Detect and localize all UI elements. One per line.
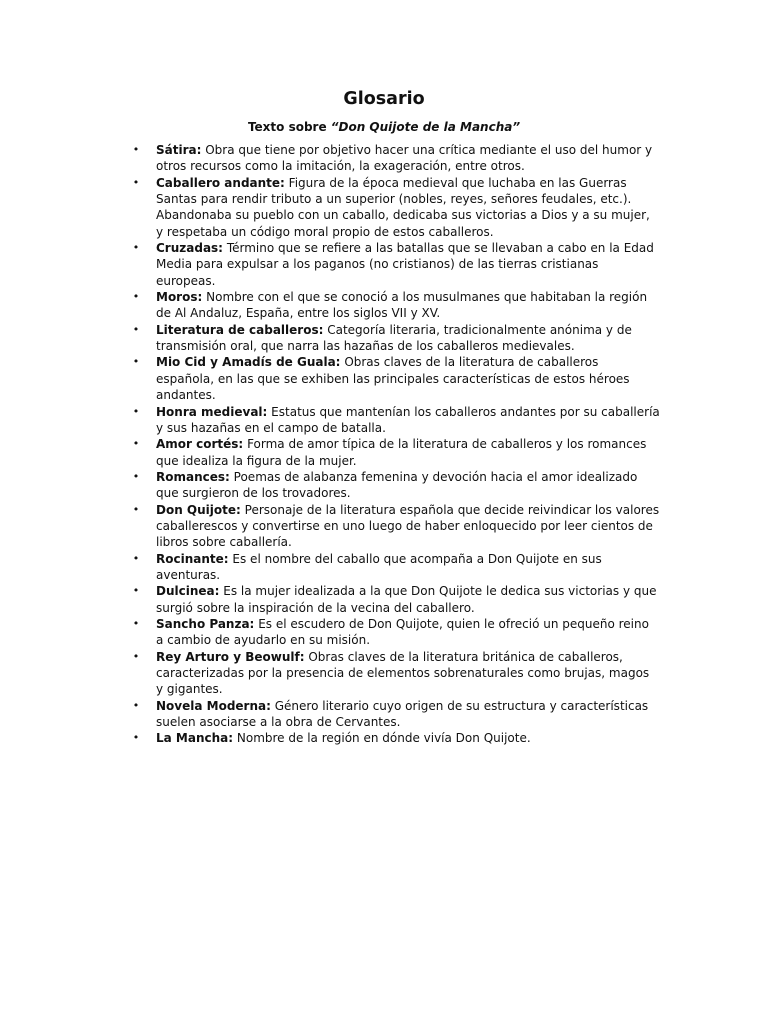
glossary-definition: Nombre con el que se conoció a los musulmanes que habitaban la región de Al Andaluz, España, entre los siglos VII y XV. — [156, 290, 648, 321]
glossary-definition: Personaje de la literatura española que decide reivindicar los valores caballerescos y convertirse en uno luego de haber enloquecido por leer cientos de libros sobre caballería. — [156, 502, 660, 550]
glossary-term: Sátira: — [156, 143, 202, 157]
glossary-definition: Categoría literaria, tradicionalmente anónima y de transmisión oral, que narra las hazañas de los caballeros medievales. — [156, 322, 632, 354]
glossary-term: Literatura de caballeros: — [156, 322, 324, 337]
glossary-definition: Es el nombre del caballo que acompaña a Don Quijote en sus aventuras. — [156, 551, 602, 582]
glossary-term: Sancho Panza: — [156, 616, 255, 631]
bullet-icon: • — [132, 355, 140, 369]
glossary-entry — [130, 142, 660, 175]
glossary-entry — [130, 698, 660, 731]
bullet-icon: • — [132, 584, 140, 598]
glossary-entry — [130, 322, 660, 355]
glossary-entry — [130, 583, 660, 616]
glossary-term: Dulcinea: — [156, 584, 220, 599]
glossary-definition: Obras claves de la literatura británica de caballeros, caracterizadas por la presencia de elementos sobrenaturales como brujas, magos y gigantes. — [156, 649, 650, 697]
bullet-icon: • — [132, 551, 140, 565]
glossary-definition: Nombre de la región en dónde vivía Don Quijote. — [236, 731, 531, 746]
glossary-definition: Obras claves de la literatura de caballeros española, en las que se exhiben las principales características de estos héroes andantes. — [156, 355, 630, 403]
glossary-term: Moros: — [156, 290, 203, 305]
page-subtitle — [0, 119, 768, 135]
bullet-icon: • — [132, 649, 140, 663]
glossary-entry — [130, 354, 660, 403]
glossary-term: Cruzadas: — [156, 241, 223, 256]
bullet-icon: • — [132, 143, 140, 156]
glossary-entry — [130, 289, 660, 322]
page-title: Glosario — [343, 89, 425, 109]
glossary-entry — [130, 730, 660, 746]
bullet-icon: • — [132, 731, 140, 745]
glossary-entry — [130, 616, 660, 649]
glossary-list — [130, 142, 660, 747]
bullet-icon: • — [132, 616, 140, 630]
glossary-term: Honra medieval: — [156, 404, 268, 419]
glossary-term: Romances: — [156, 469, 230, 484]
glossary-definition: Es el escudero de Don Quijote, quien le ofreció un pequeño reino a cambio de ayudarlo en su misión. — [156, 616, 649, 648]
bullet-icon: • — [132, 241, 140, 255]
glossary-term: Mio Cid y Amadís de Guala: — [156, 355, 341, 370]
glossary-term: Amor cortés: — [156, 437, 244, 452]
bullet-icon: • — [132, 469, 140, 483]
glossary-definition: Estatus que mantenían los caballeros andantes por su caballería y sus hazañas en el campo de batalla. — [156, 404, 660, 435]
glossary-entry — [130, 436, 660, 469]
bullet-icon: • — [132, 437, 140, 451]
subtitle-prefix: Texto sobre — [247, 120, 331, 134]
glossary-definition: Poemas de alabanza femenina y devoción hacia el amor idealizado que surgieron de los trovadores. — [156, 469, 638, 501]
glossary-definition: Es la mujer idealizada a la que Don Quijote le dedica sus victorias y que surgió sobre la inspiración de la vecina del caballero. — [156, 584, 657, 615]
glossary-term: Caballero andante: — [156, 175, 285, 190]
bullet-icon: • — [132, 322, 140, 336]
glossary-definition: Género literario cuyo origen de su estructura y características suelen asociarse a la obra de Cervantes. — [156, 698, 649, 730]
glossary-entry — [130, 469, 660, 502]
glossary-entry — [130, 502, 660, 551]
glossary-definition: Término que se refiere a las batallas que se llevaban a cabo en la Edad Media para expulsar a los paganos (no cristianos) de las tierras cristianas europeas. — [156, 241, 654, 288]
glossary-entry — [130, 404, 660, 437]
bullet-icon: • — [132, 290, 140, 304]
glossary-entry — [130, 175, 660, 240]
glossary-entry — [130, 240, 660, 289]
glossary-definition: Figura de la época medieval que luchaba en las Guerras Santas para rendir tributo a un superior (nobles, reyes, señores feudales, etc.). Abandonaba su pueblo con un caballo, dedicaba sus victorias a Dios y a su mujer, y respetaba un código moral propio de estos caballeros. — [156, 175, 650, 239]
bullet-icon: • — [132, 175, 140, 189]
subtitle-book-title: “Don Quijote de la Mancha” — [330, 120, 521, 134]
glossary-term: La Mancha: — [156, 731, 234, 746]
bullet-icon: • — [132, 502, 140, 516]
bullet-icon: • — [132, 698, 140, 712]
glossary-term: Don Quijote: — [156, 502, 241, 517]
glossary-entry — [130, 649, 660, 698]
glossary-term: Novela Moderna: — [156, 698, 271, 713]
bullet-icon: • — [132, 404, 140, 418]
glossary-term: Rocinante: — [156, 551, 229, 566]
glossary-entry — [130, 551, 660, 584]
glossary-term: Rey Arturo y Beowulf: — [156, 649, 305, 664]
glossary-definition: Forma de amor típica de la literatura de caballeros y los romances que idealiza la figura de la mujer. — [156, 437, 647, 468]
glossary-definition: Obra que tiene por objetivo hacer una crítica mediante el uso del humor y otros recursos como la imitación, la exageración, entre otros. — [156, 143, 653, 174]
